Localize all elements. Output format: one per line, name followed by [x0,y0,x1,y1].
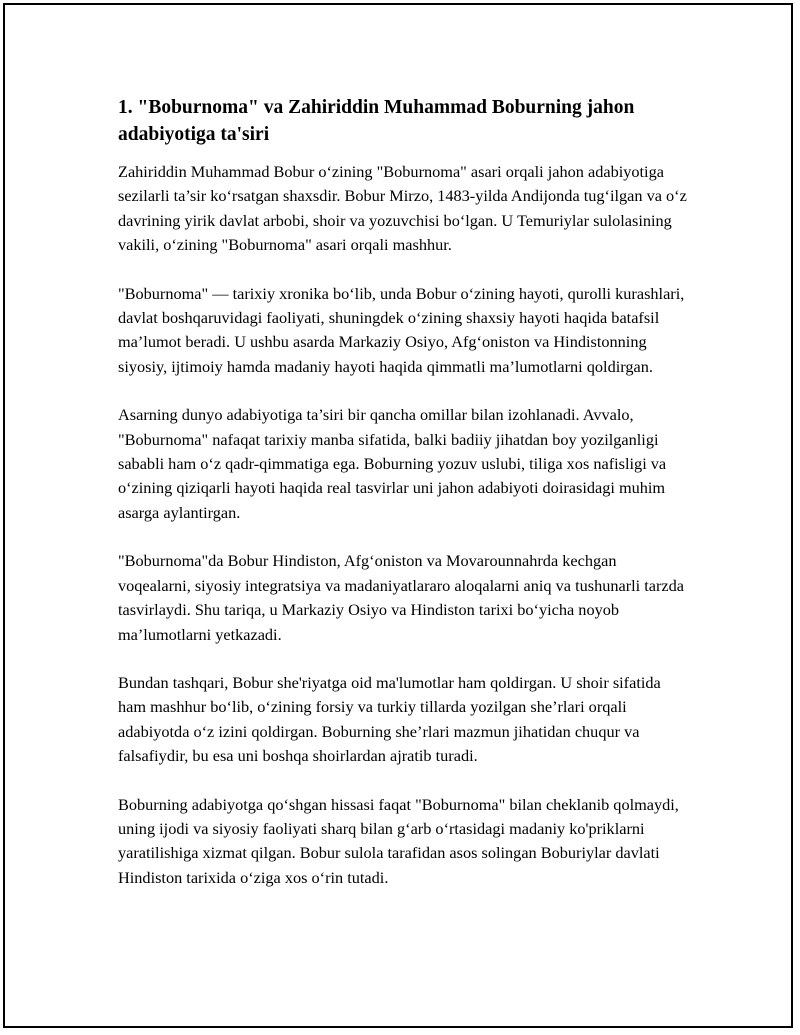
document-body [118,94,688,914]
paragraph-2: "Boburnoma" — tarixiy xronika bo‘lib, unda Bobur o‘zining hayoti, qurolli kurashlari, davlat boshqaruvidagi faoliyati, shuningdek o‘zining shaxsiy hayoti haqida batafsil ma’lumot beradi. U ushbu asarda Markaziy Osiyo, Afg‘oniston va Hindistonning siyosiy, ijtimoiy hamda madaniy hayoti haqida qimmatli ma’lumotlarni qoldirgan. [118,283,685,376]
paragraph-5: Bundan tashqari, Bobur she'riyatga oid ma'lumotlar ham qoldirgan. U shoir sifatida ham mashhur bo‘lib, o‘zining forsiy va turkiy tillarda yozilgan she’rlari orqali adabiyotda o‘z izini qoldirgan. Boburning she’rlari mazmun jihatidan chuqur va falsafiydir, bu esa uni boshqa shoirlardan ajratib turadi. [118,672,661,766]
document-title: 1. "Boburnoma" va Zahiriddin Muhammad Boburning jahon adabiyotiga ta'siri [118,97,635,145]
paragraph-1: Zahiriddin Muhammad Bobur o‘zining "Boburnoma" asari orqali jahon adabiyotiga sezilarli ta’sir ko‘rsatgan shaxsdir. Bobur Mirzo, 1483-yilda Andijonda tug‘ilgan va o‘z davrining yirik davlat arbobi, shoir va yozuvchisi bo‘lgan. U Temuriylar sulolasining vakili, o‘zining "Boburnoma" asari orqali mashhur. [118,162,687,255]
paragraph-4: "Boburnoma"da Bobur Hindiston, Afg‘oniston va Movarounnahrda kechgan voqealarni, siyosiy integratsiya va madaniyatlararo aloqalarni aniq va tushunarli tarzda tasvirlaydi. Shu tariqa, u Markaziy Osiyo va Hindiston tarixi bo‘yicha noyob ma’lumotlarni yetkazadi. [118,551,685,644]
paragraph-6: Boburning adabiyotga qo‘shgan hissasi faqat "Boburnoma" bilan cheklanib qolmaydi, uning ijodi va siyosiy faoliyati sharq bilan g‘arb o‘rtasidagi madaniy ko'priklarni yaratilishiga xizmat qilgan. Bobur sulola tarafidan asos solingan Boburiylar davlati Hindiston tarixida o‘ziga xos o‘rin tutadi. [118,794,679,887]
paragraph-3: Asarning dunyo adabiyotiga ta’siri bir qancha omillar bilan izohlanadi. Avvalo, "Boburnoma" nafaqat tarixiy manba sifatida, balki badiiy jihatdan boy yozilganligi sababli ham o‘z qadr-qimmatiga ega. Boburning yozuv uslubi, tiliga xos nafisligi va o‘zining qiziqarli hayoti haqida real tasvirlar uni jahon adabiyoti doirasidagi muhim asarga aylantirgan. [118,405,667,522]
